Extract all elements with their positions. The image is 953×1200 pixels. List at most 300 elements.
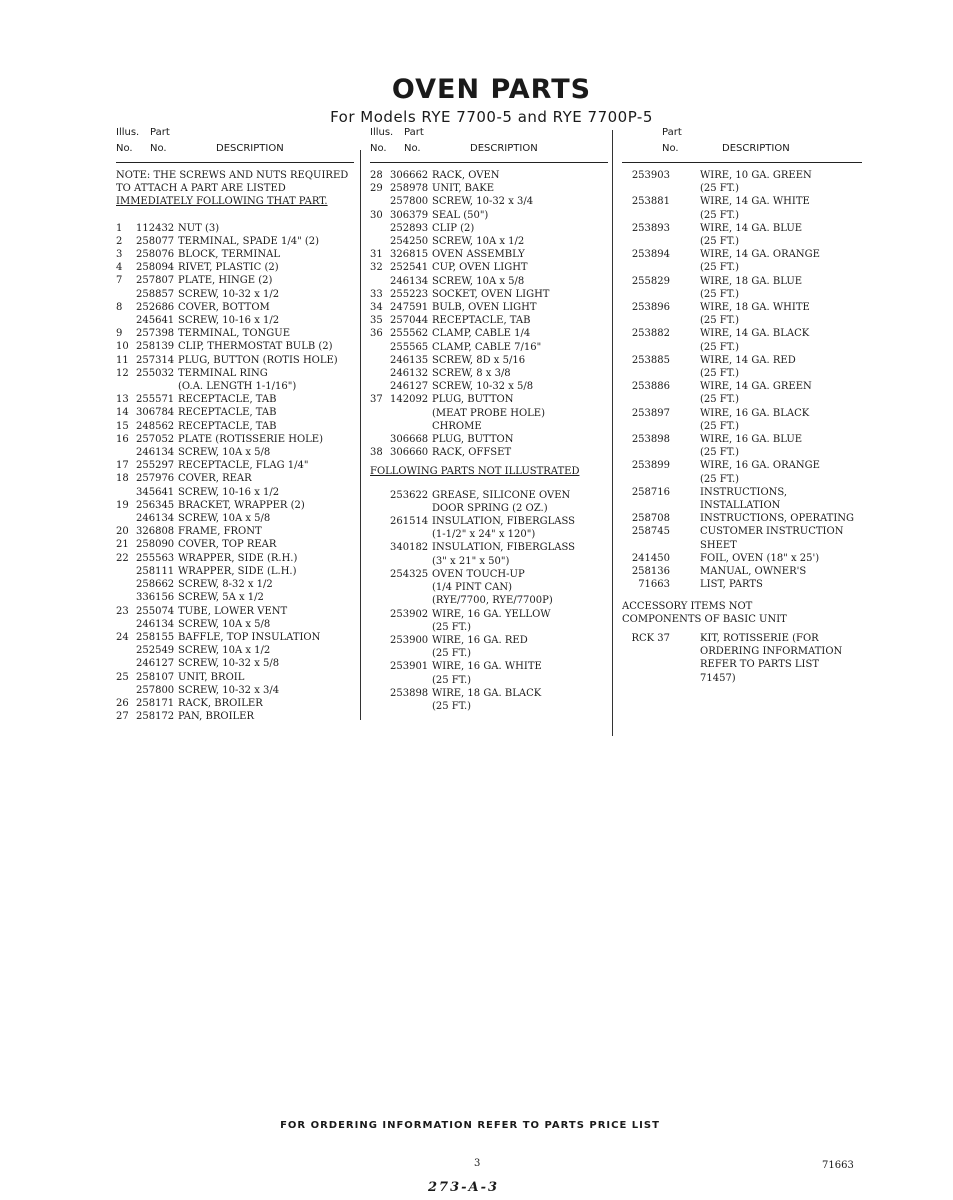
parts-column-2 bbox=[370, 126, 608, 713]
part-number: 246127 bbox=[390, 381, 429, 393]
part-row bbox=[622, 209, 862, 222]
part-description: SCREW, 8D x 5/16 bbox=[432, 354, 526, 366]
part-number bbox=[622, 261, 700, 274]
part-number: 248562 bbox=[136, 420, 175, 432]
part-row bbox=[116, 367, 354, 380]
part-row bbox=[622, 512, 862, 525]
part-number: 258857 bbox=[136, 288, 175, 300]
part-number: 255571 bbox=[136, 394, 175, 406]
part-number: 246127 bbox=[136, 658, 175, 670]
part-description: CLIP (2) bbox=[432, 222, 475, 234]
illus-number bbox=[370, 502, 390, 515]
illus-number: 29 bbox=[370, 183, 383, 195]
part-row bbox=[370, 433, 608, 446]
parts-list-3 bbox=[622, 169, 862, 592]
part-row bbox=[622, 433, 862, 446]
illus-number: 21 bbox=[116, 539, 129, 551]
part-number bbox=[136, 380, 178, 393]
part-number: 246134 bbox=[136, 618, 175, 630]
part-number: 246135 bbox=[390, 354, 429, 366]
illus-number: 16 bbox=[116, 433, 129, 445]
illus-number: 8 bbox=[116, 301, 123, 313]
part-number: 258172 bbox=[136, 711, 175, 723]
part-description: SCREW, 8-32 x 1/2 bbox=[178, 579, 273, 591]
part-description: WIRE, 18 GA. BLACK bbox=[432, 687, 542, 699]
part-description: RECEPTACLE, FLAG 1/4" bbox=[178, 460, 309, 472]
part-description: CLAMP, CABLE 1/4 bbox=[432, 328, 531, 340]
part-description: RACK, OFFSET bbox=[432, 447, 512, 459]
part-row bbox=[370, 608, 608, 621]
part-description: SCREW, 5A x 1/2 bbox=[178, 592, 264, 604]
part-row bbox=[116, 314, 354, 327]
part-description: SOCKET, OVEN LIGHT bbox=[432, 288, 550, 300]
part-description: RIVET, PLASTIC (2) bbox=[178, 262, 279, 274]
part-description: (1-1/2" x 24" x 120") bbox=[432, 529, 536, 541]
part-number: 336156 bbox=[136, 592, 175, 604]
part-number: 253896 bbox=[631, 302, 670, 314]
part-row bbox=[116, 393, 354, 406]
illus-number: 3 bbox=[116, 249, 123, 261]
illus-number: 31 bbox=[370, 249, 383, 261]
part-row bbox=[116, 538, 354, 551]
part-description: SCREW, 8 x 3/8 bbox=[432, 368, 511, 380]
note-underlined: IMMEDIATELY FOLLOWING THAT PART. bbox=[116, 196, 328, 208]
part-row bbox=[622, 486, 862, 499]
part-description: REFER TO PARTS LIST bbox=[700, 659, 820, 671]
part-description: LIST, PARTS bbox=[700, 579, 763, 591]
part-number: 258708 bbox=[631, 513, 670, 525]
part-description: (25 FT.) bbox=[432, 621, 472, 633]
part-description: BULB, OVEN LIGHT bbox=[432, 302, 537, 314]
part-row bbox=[370, 541, 608, 554]
part-number bbox=[390, 647, 432, 660]
part-description: (25 FT.) bbox=[700, 183, 740, 195]
part-row bbox=[622, 420, 862, 433]
part-number: 253881 bbox=[631, 196, 670, 208]
part-number bbox=[622, 499, 700, 512]
illus-number bbox=[116, 657, 136, 670]
part-row bbox=[370, 182, 608, 195]
page-title: OVEN PARTS bbox=[391, 74, 592, 105]
illus-number bbox=[370, 594, 390, 607]
part-number: 253882 bbox=[631, 328, 670, 340]
page-subtitle: For Models RYE 7700-5 and RYE 7700P-5 bbox=[330, 108, 653, 126]
part-row bbox=[116, 605, 354, 618]
part-description: WIRE, 16 GA. ORANGE bbox=[700, 460, 820, 472]
header-description: DESCRIPTION bbox=[216, 143, 284, 154]
illus-number bbox=[370, 621, 390, 634]
part-row bbox=[622, 354, 862, 367]
illus-number: 30 bbox=[370, 209, 383, 221]
illus-number: 7 bbox=[116, 275, 123, 287]
part-number: 253894 bbox=[631, 249, 670, 261]
part-description: (1/4 PINT CAN) bbox=[432, 582, 512, 594]
part-number: 257807 bbox=[136, 275, 175, 287]
illus-number bbox=[116, 684, 136, 697]
part-row bbox=[116, 512, 354, 525]
part-number: 306662 bbox=[390, 170, 429, 181]
part-row bbox=[370, 581, 608, 594]
header-part: Part bbox=[662, 127, 682, 138]
part-row bbox=[622, 169, 862, 182]
illus-number bbox=[370, 380, 390, 393]
part-description: MANUAL, OWNER'S bbox=[700, 566, 807, 578]
part-description: (25 FT.) bbox=[700, 447, 740, 459]
part-row bbox=[622, 248, 862, 261]
part-row bbox=[622, 222, 862, 235]
part-number: 252549 bbox=[136, 645, 175, 657]
part-row bbox=[370, 446, 608, 459]
illus-number: 27 bbox=[116, 711, 129, 723]
column-header bbox=[116, 126, 354, 162]
illus-number bbox=[370, 195, 390, 208]
part-row bbox=[370, 288, 608, 301]
part-row bbox=[370, 555, 608, 568]
illus-number: 25 bbox=[116, 671, 129, 683]
part-row bbox=[116, 420, 354, 433]
illus-number: 13 bbox=[116, 394, 129, 406]
part-row bbox=[370, 515, 608, 528]
part-number: 253622 bbox=[390, 489, 429, 501]
header-illus: Illus. bbox=[116, 127, 140, 138]
part-description: (RYE/7700, RYE/7700P) bbox=[432, 595, 553, 607]
part-number: 253899 bbox=[631, 460, 670, 472]
part-description: WIRE, 16 GA. WHITE bbox=[432, 661, 542, 673]
part-row bbox=[370, 261, 608, 274]
part-description: WIRE, 16 GA. BLACK bbox=[700, 407, 810, 419]
part-number: 253898 bbox=[631, 434, 670, 446]
part-description: WIRE, 16 GA. YELLOW bbox=[432, 608, 551, 620]
part-row bbox=[116, 525, 354, 538]
header-part: Part bbox=[150, 127, 170, 138]
part-description: RACK, BROILER bbox=[178, 697, 263, 709]
illus-number: 34 bbox=[370, 302, 383, 314]
part-row bbox=[116, 261, 354, 274]
part-number: 257052 bbox=[136, 433, 175, 445]
illus-number bbox=[370, 528, 390, 541]
part-number: 258662 bbox=[136, 579, 175, 591]
document-number: 71663 bbox=[822, 1160, 854, 1171]
part-row bbox=[116, 406, 354, 419]
part-number bbox=[622, 209, 700, 222]
part-row bbox=[622, 459, 862, 472]
part-row bbox=[622, 314, 862, 327]
part-description: OVEN ASSEMBLY bbox=[432, 249, 525, 261]
part-description: WRAPPER, SIDE (L.H.) bbox=[178, 565, 297, 577]
header-part: Part bbox=[404, 127, 424, 138]
part-row bbox=[370, 502, 608, 515]
part-description: SCREW, 10A x 1/2 bbox=[432, 236, 525, 248]
part-number bbox=[622, 182, 700, 195]
illus-number bbox=[370, 367, 390, 380]
illus-number: 14 bbox=[116, 407, 129, 419]
column-header bbox=[370, 126, 608, 162]
part-row bbox=[116, 578, 354, 591]
illus-number bbox=[370, 275, 390, 288]
illus-number bbox=[116, 446, 136, 459]
part-description: COVER, TOP REAR bbox=[178, 539, 277, 551]
illus-number bbox=[370, 515, 390, 528]
part-row bbox=[116, 684, 354, 697]
illus-number: 32 bbox=[370, 262, 383, 274]
part-number: 246134 bbox=[136, 513, 175, 525]
header-rule bbox=[116, 162, 354, 163]
part-description: RECEPTACLE, TAB bbox=[178, 420, 277, 432]
illus-number: 28 bbox=[370, 170, 383, 181]
ordering-footer: FOR ORDERING INFORMATION REFER TO PARTS PRICE LIST bbox=[280, 1120, 660, 1131]
part-number bbox=[390, 621, 432, 634]
part-row bbox=[622, 301, 862, 314]
illus-number: 23 bbox=[116, 605, 129, 617]
part-row bbox=[116, 433, 354, 446]
part-number bbox=[622, 367, 700, 380]
illus-number bbox=[370, 581, 390, 594]
part-number bbox=[390, 674, 432, 687]
part-description: TERMINAL RING bbox=[178, 367, 268, 379]
part-number: 253902 bbox=[390, 608, 429, 620]
part-number: 253903 bbox=[631, 170, 670, 181]
header-illus: Illus. bbox=[370, 127, 394, 138]
part-row bbox=[116, 486, 354, 499]
illus-number bbox=[370, 674, 390, 687]
part-description: PAN, BROILER bbox=[178, 711, 254, 723]
illus-number bbox=[116, 644, 136, 657]
part-row bbox=[116, 552, 354, 565]
part-number: 253893 bbox=[631, 222, 670, 234]
illus-number bbox=[116, 288, 136, 301]
part-number bbox=[622, 446, 700, 459]
part-number bbox=[622, 314, 700, 327]
accessory-heading: ACCESSORY ITEMS NOT COMPONENTS OF BASIC UNIT bbox=[622, 600, 787, 625]
part-number: 253897 bbox=[631, 407, 670, 419]
part-description: CLIP, THERMOSTAT BULB (2) bbox=[178, 341, 333, 353]
part-number: 245641 bbox=[136, 315, 175, 327]
part-number: 252686 bbox=[136, 301, 175, 313]
part-row bbox=[370, 235, 608, 248]
part-number bbox=[622, 420, 700, 433]
illus-number bbox=[370, 407, 390, 420]
part-number: 252893 bbox=[390, 222, 429, 234]
part-description: WRAPPER, SIDE (R.H.) bbox=[178, 552, 298, 564]
section-not-illustrated: FOLLOWING PARTS NOT ILLUSTRATED bbox=[370, 466, 580, 478]
part-row bbox=[370, 380, 608, 393]
note-text bbox=[116, 169, 354, 209]
part-description: TERMINAL, SPADE 1/4" (2) bbox=[178, 235, 320, 247]
part-row bbox=[116, 235, 354, 248]
part-row bbox=[370, 647, 608, 660]
part-number: 246134 bbox=[390, 275, 429, 287]
part-description: (25 FT.) bbox=[432, 700, 472, 712]
part-number: 258136 bbox=[631, 566, 670, 578]
part-number bbox=[390, 420, 432, 433]
part-number bbox=[390, 407, 432, 420]
part-row bbox=[116, 591, 354, 604]
part-description: 71457) bbox=[700, 672, 736, 684]
part-number: 261514 bbox=[390, 516, 429, 528]
illus-number bbox=[116, 578, 136, 591]
part-row bbox=[622, 552, 862, 565]
part-row bbox=[370, 222, 608, 235]
part-row bbox=[370, 195, 608, 208]
part-row bbox=[116, 710, 354, 723]
part-row bbox=[370, 634, 608, 647]
part-number: 247591 bbox=[390, 302, 429, 314]
part-row bbox=[370, 367, 608, 380]
parts-list-2b bbox=[370, 489, 608, 713]
part-row bbox=[370, 341, 608, 354]
part-description: ORDERING INFORMATION bbox=[700, 646, 843, 658]
part-number: 241450 bbox=[631, 552, 670, 564]
illus-number bbox=[370, 235, 390, 248]
part-row bbox=[116, 459, 354, 472]
part-row bbox=[370, 327, 608, 340]
part-description: FRAME, FRONT bbox=[178, 526, 262, 538]
part-number: 246134 bbox=[136, 447, 175, 459]
part-description: INSULATION, FIBERGLASS bbox=[432, 542, 576, 554]
part-number: 306379 bbox=[390, 209, 429, 221]
part-number: 253900 bbox=[390, 634, 429, 646]
part-description: SCREW, 10-32 x 5/8 bbox=[432, 381, 534, 393]
part-number: 345641 bbox=[136, 486, 175, 498]
part-row bbox=[116, 697, 354, 710]
illus-number: 18 bbox=[116, 473, 129, 485]
part-description: WIRE, 14 GA. RED bbox=[700, 354, 796, 366]
part-description: (O.A. LENGTH 1-1/16") bbox=[178, 381, 297, 393]
part-number bbox=[390, 594, 432, 607]
part-description: SCREW, 10A x 5/8 bbox=[178, 618, 271, 630]
part-description: KIT, ROTISSERIE (FOR bbox=[700, 632, 819, 644]
part-row bbox=[370, 248, 608, 261]
part-description: RACK, OVEN bbox=[432, 170, 500, 181]
part-number: 255565 bbox=[390, 341, 429, 353]
part-description: PLUG, BUTTON (ROTIS HOLE) bbox=[178, 354, 338, 366]
illus-number: 26 bbox=[116, 697, 129, 709]
part-row bbox=[116, 301, 354, 314]
part-row bbox=[622, 473, 862, 486]
part-number: 253885 bbox=[631, 354, 670, 366]
part-description: WIRE, 18 GA. WHITE bbox=[700, 302, 810, 314]
part-number bbox=[390, 502, 432, 515]
part-number bbox=[622, 341, 700, 354]
part-row bbox=[370, 674, 608, 687]
part-description: TUBE, LOWER VENT bbox=[178, 605, 288, 617]
part-number: 253901 bbox=[390, 661, 429, 673]
part-row bbox=[116, 327, 354, 340]
illus-number: 35 bbox=[370, 315, 383, 327]
part-description: (25 FT.) bbox=[700, 209, 740, 221]
part-number: 258090 bbox=[136, 539, 175, 551]
illus-number: 22 bbox=[116, 552, 129, 564]
header-no: No. bbox=[370, 143, 387, 154]
part-description: RECEPTACLE, TAB bbox=[178, 407, 277, 419]
illus-number bbox=[116, 512, 136, 525]
illus-number: 9 bbox=[116, 328, 123, 340]
part-description: WIRE, 14 GA. ORANGE bbox=[700, 249, 820, 261]
illus-number: 12 bbox=[116, 367, 129, 379]
part-row bbox=[622, 525, 862, 538]
part-description: SCREW, 10A x 1/2 bbox=[178, 645, 271, 657]
illus-number bbox=[370, 634, 390, 647]
illus-number bbox=[370, 433, 390, 446]
part-description: (25 FT.) bbox=[432, 648, 472, 660]
part-row bbox=[622, 327, 862, 340]
part-row bbox=[370, 407, 608, 420]
part-number: 255074 bbox=[136, 605, 175, 617]
part-row bbox=[622, 341, 862, 354]
illus-number bbox=[370, 420, 390, 433]
part-description: CLAMP, CABLE 7/16" bbox=[432, 341, 542, 353]
part-row bbox=[622, 499, 862, 512]
illus-number bbox=[370, 568, 390, 581]
note-body: NOTE: THE SCREWS AND NUTS REQUIRED TO ATTACH A PART ARE LISTED bbox=[116, 170, 349, 195]
part-number: 306668 bbox=[390, 434, 429, 446]
part-description: BAFFLE, TOP INSULATION bbox=[178, 631, 321, 643]
part-number: 257314 bbox=[136, 354, 175, 366]
part-description: RECEPTACLE, TAB bbox=[432, 315, 531, 327]
part-number: 255032 bbox=[136, 367, 175, 379]
part-description: INSULATION, FIBERGLASS bbox=[432, 516, 576, 528]
part-row bbox=[116, 472, 354, 485]
part-row bbox=[622, 288, 862, 301]
part-row bbox=[370, 621, 608, 634]
part-number: 252541 bbox=[390, 262, 429, 274]
part-description: WIRE, 14 GA. GREEN bbox=[700, 381, 812, 393]
illus-number bbox=[370, 687, 390, 700]
part-description: CUSTOMER INSTRUCTION bbox=[700, 526, 844, 538]
illus-number bbox=[370, 555, 390, 568]
illus-number bbox=[116, 618, 136, 631]
part-description: SCREW, 10-32 x 5/8 bbox=[178, 658, 280, 670]
illus-number bbox=[116, 591, 136, 604]
part-description: SCREW, 10-32 x 3/4 bbox=[178, 684, 280, 696]
part-row bbox=[116, 380, 354, 393]
illus-number: 1 bbox=[116, 222, 123, 234]
part-description: (MEAT PROBE HOLE) bbox=[432, 407, 546, 419]
part-row bbox=[622, 658, 862, 671]
part-row bbox=[116, 618, 354, 631]
illus-number: 15 bbox=[116, 420, 129, 432]
part-row bbox=[116, 248, 354, 261]
part-description: SCREW, 10A x 5/8 bbox=[178, 447, 271, 459]
illus-number: 38 bbox=[370, 447, 383, 459]
parts-column-1 bbox=[116, 126, 354, 723]
part-row bbox=[370, 393, 608, 406]
part-number: 142092 bbox=[390, 394, 429, 406]
part-description: (25 FT.) bbox=[700, 288, 740, 300]
illus-number bbox=[370, 608, 390, 621]
part-number: 71663 bbox=[638, 579, 670, 591]
part-row bbox=[116, 274, 354, 287]
page-number: 3 bbox=[474, 1158, 481, 1169]
illus-number bbox=[116, 565, 136, 578]
part-row bbox=[370, 209, 608, 222]
part-number: 112432 bbox=[136, 222, 175, 234]
header-no: No. bbox=[662, 143, 679, 154]
part-row bbox=[622, 393, 862, 406]
part-number: 258111 bbox=[136, 565, 175, 577]
part-row bbox=[622, 261, 862, 274]
part-description: UNIT, BAKE bbox=[432, 183, 495, 195]
part-description: (25 FT.) bbox=[700, 315, 740, 327]
illus-number: 36 bbox=[370, 328, 383, 340]
part-number: 254325 bbox=[390, 568, 429, 580]
part-number bbox=[390, 555, 432, 568]
part-number bbox=[390, 528, 432, 541]
parts-list-1 bbox=[116, 222, 354, 724]
part-description: SCREW, 10-16 x 1/2 bbox=[178, 315, 280, 327]
column-divider bbox=[360, 150, 361, 720]
part-row bbox=[370, 594, 608, 607]
